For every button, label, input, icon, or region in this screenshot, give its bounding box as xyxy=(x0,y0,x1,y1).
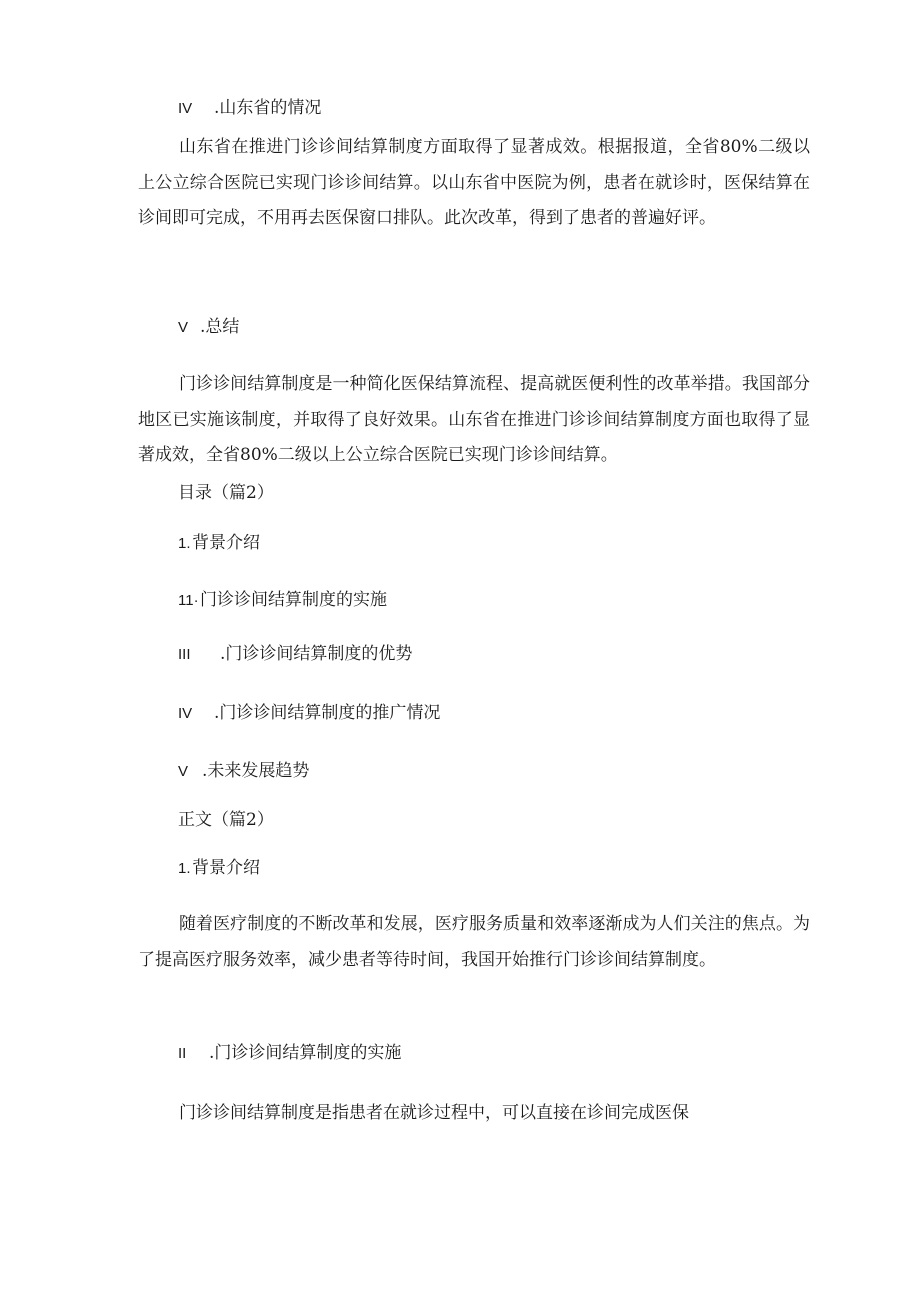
toc-item-text: .门诊诊间结算制度的优势 xyxy=(220,644,413,664)
section-number: II xyxy=(178,1045,187,1062)
toc-item xyxy=(178,703,440,724)
toc-item xyxy=(178,590,387,611)
toc-item-text: .门诊诊间结算制度的推广情况 xyxy=(214,703,441,723)
section-number: IV xyxy=(178,100,193,117)
section-title: .总结 xyxy=(200,317,240,337)
body-title: 正文（篇2） xyxy=(178,810,274,830)
toc-title: 目录（篇2） xyxy=(178,483,274,503)
section-title: .门诊诊间结算制度的实施 xyxy=(209,1043,402,1063)
section-number: 1. xyxy=(178,860,191,877)
paragraph-shandong: 山东省在推进门诊诊间结算制度方面取得了显著成效。根据报道，全省80%二级以上公立综合医院已实现门诊诊间结算。以山东省中医院为例，患者在就诊时，医保结算在诊间即可完成，不用再去医保窗口排队。此次改革，得到了患者的普遍好评。 xyxy=(138,137,810,228)
body-heading-1 xyxy=(178,858,260,879)
toc-item-number: 1. xyxy=(178,535,191,552)
paragraph-summary: 门诊诊间结算制度是一种简化医保结算流程、提高就医便利性的改革举措。我国部分地区已实施该制度，并取得了良好效果。山东省在推进门诊诊间结算制度方面也取得了显著成效，全省80%二级以上公立综合医院已实现门诊诊间结算。 xyxy=(138,374,810,465)
toc-item-text: .未来发展趋势 xyxy=(202,761,310,781)
toc-item-number: III xyxy=(178,646,191,663)
toc-item xyxy=(178,761,309,782)
section-title: .山东省的情况 xyxy=(214,98,322,118)
section-number: V xyxy=(178,319,189,336)
toc-item xyxy=(178,644,412,665)
toc-item-text: 背景介绍 xyxy=(192,533,260,553)
section-title: 背景介绍 xyxy=(192,858,260,878)
toc-item xyxy=(178,533,260,554)
section-heading-4 xyxy=(178,98,321,119)
toc-item-number: V xyxy=(178,763,189,780)
toc-item-number: 11· xyxy=(178,592,199,609)
paragraph-background: 随着医疗制度的不断改革和发展，医疗服务质量和效率逐渐成为人们关注的焦点。为了提高医疗服务效率，减少患者等待时间，我国开始推行门诊诊间结算制度。 xyxy=(138,914,810,970)
toc-item-text: 门诊诊间结算制度的实施 xyxy=(200,590,387,610)
body-heading-2 xyxy=(178,1043,401,1064)
toc-item-number: IV xyxy=(178,705,193,722)
section-heading-5 xyxy=(178,317,239,338)
paragraph-implementation: 门诊诊间结算制度是指患者在就诊过程中，可以直接在诊间完成医保 xyxy=(179,1103,689,1123)
